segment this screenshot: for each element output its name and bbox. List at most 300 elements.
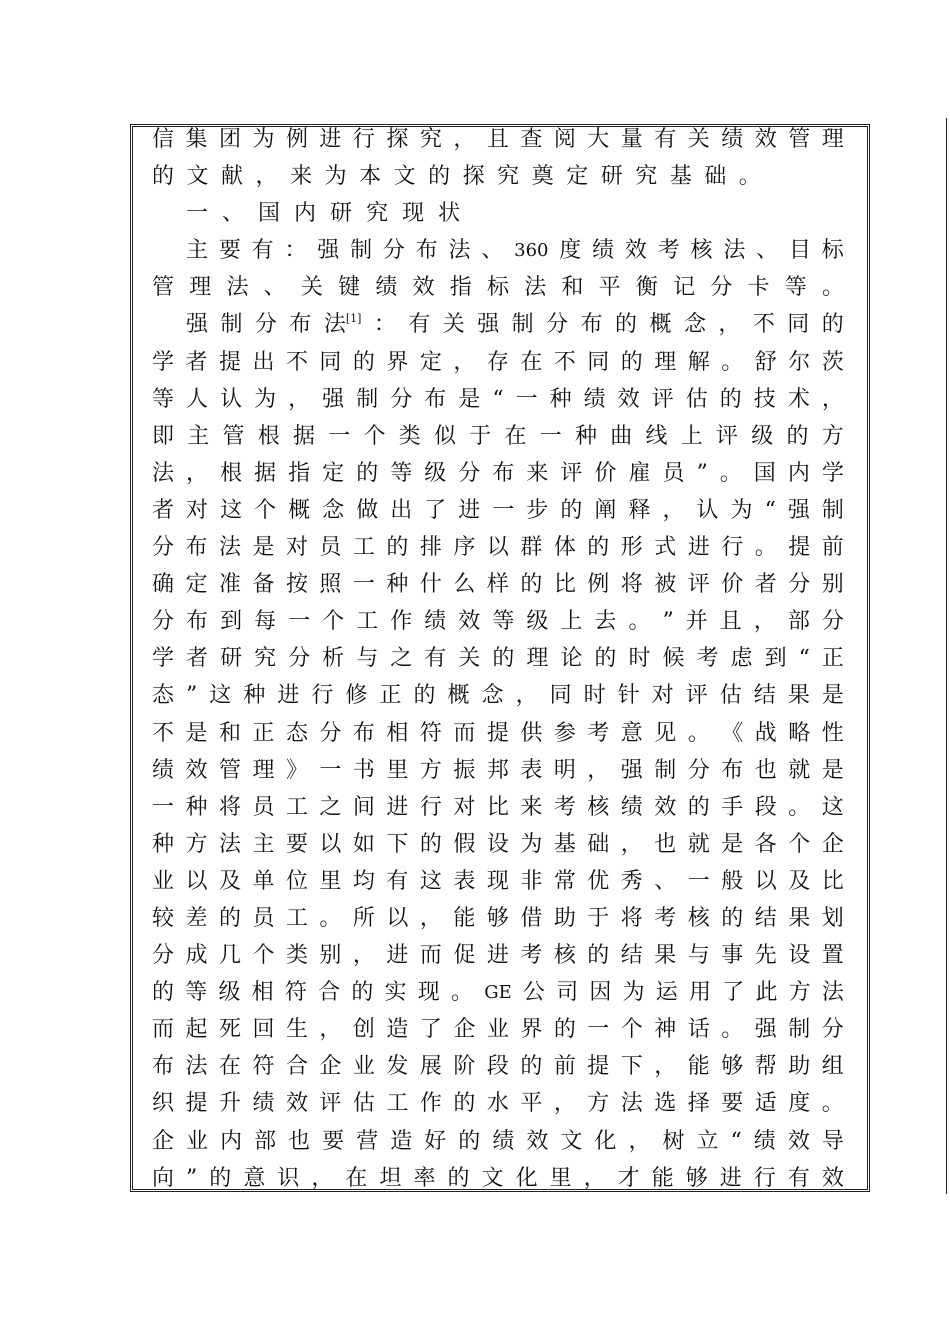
glyph: 同 xyxy=(549,683,572,709)
glyph: 为 xyxy=(622,980,645,1006)
glyph: 正 xyxy=(252,720,275,746)
glyph: 意 xyxy=(620,720,643,746)
glyph: 什 xyxy=(419,572,442,598)
text-line xyxy=(152,1011,844,1048)
latin-run: GE xyxy=(484,982,512,1004)
glyph: 明 xyxy=(553,757,576,783)
glyph: 文 xyxy=(481,1165,504,1191)
glyph: 关 xyxy=(300,275,323,301)
glyph: 员 xyxy=(252,794,275,820)
glyph: 种 xyxy=(185,794,208,820)
glyph: 于 xyxy=(469,423,492,449)
glyph: 下 xyxy=(620,1054,643,1080)
glyph: 绩 xyxy=(492,1128,515,1154)
text-line xyxy=(152,900,844,937)
glyph: 是 xyxy=(458,386,481,412)
glyph: 营 xyxy=(356,1128,379,1154)
glyph: 先 xyxy=(754,943,777,969)
glyph: 级 xyxy=(424,460,447,486)
glyph: 》 xyxy=(285,757,308,783)
glyph: ” xyxy=(186,683,198,709)
glyph: 分 xyxy=(546,312,569,338)
glyph: 假 xyxy=(453,831,476,857)
text-line xyxy=(152,677,844,714)
glyph: 概 xyxy=(447,683,470,709)
glyph: 之 xyxy=(319,794,342,820)
glyph: 率 xyxy=(413,1165,436,1191)
glyph: 为 xyxy=(254,386,277,412)
text-line xyxy=(152,232,844,269)
glyph: 用 xyxy=(689,980,712,1006)
glyph: 管 xyxy=(222,423,245,449)
glyph: 探 xyxy=(386,127,409,152)
glyph: 的 xyxy=(492,646,515,672)
glyph: 标 xyxy=(821,238,844,264)
glyph: 。 xyxy=(721,349,744,375)
text-line xyxy=(152,715,844,752)
glyph: 强 xyxy=(620,757,643,783)
glyph: 够 xyxy=(721,1054,744,1080)
glyph: 果 xyxy=(788,905,811,931)
glyph: 研 xyxy=(220,646,243,672)
glyph: 目 xyxy=(788,238,811,264)
glyph: 借 xyxy=(520,905,543,931)
glyph: 且 xyxy=(719,609,742,635)
glyph: 强 xyxy=(322,386,345,412)
glyph: 国 xyxy=(258,201,281,227)
glyph: 要 xyxy=(285,831,308,857)
glyph: 表 xyxy=(520,757,543,783)
glyph: 线 xyxy=(645,423,668,449)
glyph: 雇 xyxy=(628,460,651,486)
glyph: 强 xyxy=(477,312,500,338)
glyph: 组 xyxy=(821,1054,844,1080)
glyph: 成 xyxy=(185,943,208,969)
glyph: 核 xyxy=(687,905,710,931)
glyph: 员 xyxy=(662,460,685,486)
glyph: “ xyxy=(764,497,776,523)
glyph: 才 xyxy=(617,1165,640,1191)
glyph: 工 xyxy=(386,1091,409,1117)
glyph: 提 xyxy=(788,535,811,561)
glyph: 查 xyxy=(520,127,543,152)
glyph: 例 xyxy=(587,572,610,598)
glyph: 卡 xyxy=(747,275,770,301)
glyph: ， xyxy=(288,386,311,412)
glyph: 布 xyxy=(186,609,209,635)
glyph: 一 xyxy=(687,868,710,894)
glyph: 法 xyxy=(218,535,241,561)
glyph: 创 xyxy=(352,1017,375,1043)
glyph: 的 xyxy=(587,535,610,561)
glyph: 一 xyxy=(587,1017,610,1043)
glyph: 为 xyxy=(324,164,347,190)
glyph: 里 xyxy=(386,757,409,783)
glyph: 内 xyxy=(220,1128,243,1154)
glyph: 工 xyxy=(352,535,375,561)
glyph: 者 xyxy=(186,646,209,672)
glyph: 种 xyxy=(386,572,409,598)
glyph: 现 xyxy=(486,868,509,894)
glyph: 合 xyxy=(285,1054,308,1080)
glyph: 相 xyxy=(251,980,274,1006)
glyph: 对 xyxy=(186,497,209,523)
glyph: 评 xyxy=(716,423,739,449)
glyph: 级 xyxy=(526,609,549,635)
glyph: 等 xyxy=(390,460,413,486)
glyph: 手 xyxy=(721,794,744,820)
glyph: 立 xyxy=(696,1128,719,1154)
glyph: 信 xyxy=(152,127,175,152)
glyph: 间 xyxy=(352,794,375,820)
glyph: 等 xyxy=(185,980,208,1006)
glyph: 分 xyxy=(288,646,311,672)
glyph: 相 xyxy=(386,720,409,746)
glyph: 能 xyxy=(651,1165,674,1191)
glyph: 要 xyxy=(322,1128,345,1154)
glyph: 效 xyxy=(821,1165,844,1191)
glyph: 关 xyxy=(458,646,481,672)
glyph: 在 xyxy=(345,1165,368,1191)
glyph: 类 xyxy=(285,943,308,969)
glyph: 公 xyxy=(522,980,545,1006)
glyph: 修 xyxy=(345,683,368,709)
glyph: 助 xyxy=(788,1054,811,1080)
glyph: 定 xyxy=(566,164,589,190)
glyph: ， xyxy=(583,1165,606,1191)
glyph: 舒 xyxy=(754,349,777,375)
glyph: 考 xyxy=(520,943,543,969)
glyph: 的 xyxy=(594,646,617,672)
glyph: 位 xyxy=(285,868,308,894)
glyph: 是 xyxy=(821,683,844,709)
glyph: 而 xyxy=(419,943,442,969)
glyph: 阐 xyxy=(594,497,617,523)
glyph: 的 xyxy=(419,831,442,857)
glyph: 法 xyxy=(821,980,844,1006)
glyph: 不 xyxy=(152,720,175,746)
text-line xyxy=(152,492,844,529)
glyph: 能 xyxy=(453,905,476,931)
glyph: 为 xyxy=(520,831,543,857)
text-line xyxy=(152,863,844,900)
glyph: 一 xyxy=(539,423,562,449)
glyph: 法 xyxy=(524,275,547,301)
glyph: 以 xyxy=(319,831,342,857)
glyph: 及 xyxy=(788,868,811,894)
glyph: 关 xyxy=(687,127,710,152)
glyph: 里 xyxy=(319,868,342,894)
glyph: 评 xyxy=(685,683,708,709)
glyph: 评 xyxy=(651,386,674,412)
glyph: 法 xyxy=(723,238,746,264)
glyph: 提 xyxy=(587,1054,610,1080)
glyph: 价 xyxy=(721,572,744,598)
glyph: 而 xyxy=(453,720,476,746)
glyph: 。 xyxy=(821,275,844,301)
glyph: 不 xyxy=(752,312,775,338)
glyph: 析 xyxy=(322,646,345,672)
glyph: 出 xyxy=(390,497,413,523)
glyph: 方 xyxy=(788,980,811,1006)
glyph: 考 xyxy=(553,794,576,820)
glyph: 的 xyxy=(209,1165,232,1191)
glyph: 绩 xyxy=(721,127,744,152)
glyph: 提 xyxy=(185,1091,208,1117)
glyph: 一 xyxy=(319,757,342,783)
glyph: 提 xyxy=(218,349,241,375)
glyph: 法 xyxy=(218,831,241,857)
glyph: 就 xyxy=(687,831,710,857)
glyph: 理 xyxy=(654,349,677,375)
text-line xyxy=(152,566,844,603)
glyph: 而 xyxy=(152,1017,175,1043)
glyph: 要 xyxy=(218,238,241,264)
glyph: 比 xyxy=(553,572,576,598)
glyph: 评 xyxy=(687,572,710,598)
glyph: 样 xyxy=(486,572,509,598)
glyph: 树 xyxy=(662,1128,685,1154)
glyph: 造 xyxy=(386,1017,409,1043)
glyph: 。 xyxy=(319,905,342,931)
glyph: 段 xyxy=(486,1054,509,1080)
glyph: 神 xyxy=(654,1017,677,1043)
glyph: 时 xyxy=(628,646,651,672)
glyph: 性 xyxy=(821,720,844,746)
glyph: 进 xyxy=(319,127,342,152)
glyph: 表 xyxy=(453,868,476,894)
glyph: ， xyxy=(587,757,610,783)
glyph: 了 xyxy=(722,980,745,1006)
glyph: ， xyxy=(311,1165,334,1191)
glyph: ” xyxy=(696,460,708,486)
glyph: 考 xyxy=(696,646,719,672)
glyph: 衡 xyxy=(635,275,658,301)
glyph: 估 xyxy=(719,683,742,709)
glyph: 究 xyxy=(497,164,520,190)
glyph: 。 xyxy=(738,164,761,190)
text-line xyxy=(152,1085,844,1122)
glyph: 效 xyxy=(458,609,481,635)
glyph: 提 xyxy=(486,720,509,746)
glyph: 制 xyxy=(654,757,677,783)
glyph: 记 xyxy=(673,275,696,301)
glyph: 管 xyxy=(218,757,241,783)
glyph: 事 xyxy=(721,943,744,969)
text-line xyxy=(152,344,844,381)
glyph: 分 xyxy=(254,312,277,338)
glyph: 主 xyxy=(187,423,210,449)
glyph: 够 xyxy=(486,905,509,931)
glyph: 够 xyxy=(685,1165,708,1191)
glyph: 到 xyxy=(764,646,787,672)
glyph: 。 xyxy=(788,794,811,820)
glyph: 础 xyxy=(704,164,727,190)
glyph: 这 xyxy=(419,868,442,894)
glyph: 促 xyxy=(453,943,476,969)
glyph: 分 xyxy=(382,238,405,264)
text-line xyxy=(152,455,844,492)
glyph: 《 xyxy=(721,720,744,746)
glyph: 效 xyxy=(754,127,777,152)
glyph: 是 xyxy=(721,831,744,857)
glyph: 运 xyxy=(655,980,678,1006)
glyph: 绩 xyxy=(152,757,175,783)
glyph: 的 xyxy=(620,349,643,375)
glyph: 司 xyxy=(556,980,579,1006)
glyph: 概 xyxy=(649,312,672,338)
glyph: 的 xyxy=(560,497,583,523)
glyph: 与 xyxy=(356,646,379,672)
glyph: 分 xyxy=(710,275,733,301)
glyph: ， xyxy=(654,1054,677,1080)
glyph: 分 xyxy=(821,609,844,635)
glyph: 强 xyxy=(186,312,209,338)
glyph: 是 xyxy=(185,720,208,746)
glyph: 究 xyxy=(635,164,658,190)
glyph: 。 xyxy=(719,460,742,486)
glyph: 例 xyxy=(285,127,308,152)
glyph: 布 xyxy=(580,312,603,338)
glyph: 的 xyxy=(152,164,175,190)
glyph: 理 xyxy=(252,757,275,783)
glyph: 方 xyxy=(821,423,844,449)
glyph: 的 xyxy=(356,460,379,486)
glyph: 发 xyxy=(386,1054,409,1080)
glyph: 企 xyxy=(319,1054,342,1080)
glyph: 的 xyxy=(447,1165,470,1191)
text-line xyxy=(152,529,844,566)
glyph: 解 xyxy=(687,349,710,375)
glyph: 者 xyxy=(185,349,208,375)
glyph: 论 xyxy=(560,646,583,672)
glyph: 的 xyxy=(218,905,241,931)
glyph: ： xyxy=(284,238,307,264)
text-line xyxy=(152,640,844,677)
glyph: 一 xyxy=(152,794,175,820)
glyph: 究 xyxy=(419,127,442,152)
glyph: 来 xyxy=(526,460,549,486)
glyph: 所 xyxy=(352,905,375,931)
glyph: 死 xyxy=(218,1017,241,1043)
glyph: 的 xyxy=(615,312,638,338)
glyph: 实 xyxy=(384,980,407,1006)
glyph: 估 xyxy=(352,1091,375,1117)
glyph: 的 xyxy=(821,312,844,338)
glyph: 分 xyxy=(458,460,481,486)
glyph: “ xyxy=(492,386,504,412)
glyph: 业 xyxy=(352,1054,375,1080)
glyph: 体 xyxy=(553,535,576,561)
glyph: 分 xyxy=(788,572,811,598)
glyph: 献 xyxy=(221,164,244,190)
glyph: 别 xyxy=(821,572,844,598)
glyph: 有 xyxy=(408,312,431,338)
glyph: 别 xyxy=(319,943,342,969)
glyph: 被 xyxy=(654,572,677,598)
text-line xyxy=(152,826,844,863)
glyph: 同 xyxy=(587,349,610,375)
glyph: 差 xyxy=(185,905,208,931)
glyph: 来 xyxy=(290,164,313,190)
text-line xyxy=(152,381,844,418)
glyph: 照 xyxy=(319,572,342,598)
glyph: 的 xyxy=(386,535,409,561)
glyph: 且 xyxy=(486,127,509,152)
glyph: 本 xyxy=(359,164,382,190)
glyph: ， xyxy=(821,386,844,412)
glyph: 一 xyxy=(352,572,375,598)
glyph: 也 xyxy=(754,757,777,783)
glyph: 管 xyxy=(152,275,175,301)
glyph: 法[1] xyxy=(323,312,362,338)
text-line xyxy=(152,752,844,789)
text-line xyxy=(152,1123,844,1160)
glyph: 择 xyxy=(687,1091,710,1117)
glyph: 界 xyxy=(520,1017,543,1043)
glyph: 下 xyxy=(386,831,409,857)
glyph: 布 xyxy=(152,1054,175,1080)
glyph: 也 xyxy=(288,1128,311,1154)
glyph: 奠 xyxy=(531,164,554,190)
glyph: 分 xyxy=(152,609,175,635)
glyph: 平 xyxy=(598,275,621,301)
glyph: 究 xyxy=(254,646,277,672)
glyph: 、 xyxy=(756,238,779,264)
glyph: 。 xyxy=(450,980,473,1006)
glyph: 之 xyxy=(390,646,413,672)
glyph: 设 xyxy=(788,943,811,969)
glyph: 效 xyxy=(526,1128,549,1154)
glyph: 工 xyxy=(285,905,308,931)
glyph: 部 xyxy=(787,609,810,635)
glyph: 里 xyxy=(549,1165,572,1191)
glyph: 进 xyxy=(458,497,481,523)
glyph: 段 xyxy=(754,794,777,820)
glyph: 选 xyxy=(654,1091,677,1117)
glyph: 备 xyxy=(252,572,275,598)
glyph: ， xyxy=(255,164,278,190)
glyph: 果 xyxy=(654,943,677,969)
glyph: 念 xyxy=(683,312,706,338)
glyph: 助 xyxy=(553,905,576,931)
glyph: 认 xyxy=(220,386,243,412)
glyph: 见 xyxy=(654,720,677,746)
glyph: 结 xyxy=(620,943,643,969)
glyph: 置 xyxy=(821,943,844,969)
glyph: 帮 xyxy=(754,1054,777,1080)
glyph: 效 xyxy=(787,1128,810,1154)
document-body xyxy=(152,121,844,1197)
glyph: 几 xyxy=(218,943,241,969)
glyph: 研 xyxy=(600,164,623,190)
text-line xyxy=(152,269,844,306)
glyph: 度 xyxy=(559,238,582,264)
glyph: 出 xyxy=(252,349,275,375)
glyph: 标 xyxy=(486,275,509,301)
glyph: 么 xyxy=(453,572,476,598)
glyph: 导 xyxy=(821,1128,844,1154)
glyph: 行 xyxy=(721,535,744,561)
glyph: 一 xyxy=(492,497,515,523)
glyph: 结 xyxy=(754,905,777,931)
glyph: 的 xyxy=(786,423,809,449)
glyph: 种 xyxy=(575,423,598,449)
text-line xyxy=(152,974,844,1011)
glyph: 现 xyxy=(402,201,425,227)
text-line xyxy=(152,195,844,232)
glyph: 进 xyxy=(687,535,710,561)
